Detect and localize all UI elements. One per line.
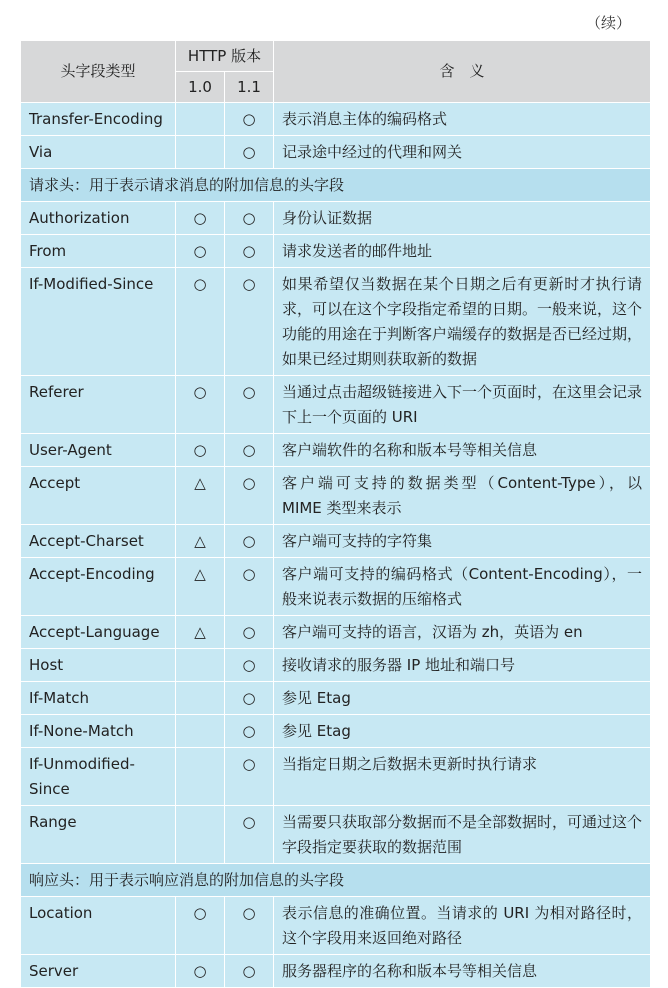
version-1-0-cell: ○ [176, 268, 225, 376]
field-name-cell: Accept-Encoding [21, 558, 176, 616]
table-row [21, 376, 651, 434]
version-1-0-cell: ○ [176, 434, 225, 467]
table-row [21, 748, 651, 806]
description-cell: 当通过点击超级链接进入下一个页面时，在这里会记录下上一个页面的 URI [274, 376, 651, 434]
field-name-cell: Referer [21, 376, 176, 434]
version-1-0-cell [176, 136, 225, 169]
header-meaning [274, 41, 651, 103]
version-1-0-cell [176, 682, 225, 715]
table-row [21, 715, 651, 748]
field-name-cell: If-Modified-Since [21, 268, 176, 376]
section-request-headers: 请求头：用于表示请求消息的附加信息的头字段 [21, 169, 651, 202]
version-1-1-cell: ○ [225, 616, 274, 649]
version-1-1-cell: ○ [225, 682, 274, 715]
version-1-1-cell: ○ [225, 897, 274, 955]
table-row [21, 525, 651, 558]
description-cell: 请求发送者的邮件地址 [274, 235, 651, 268]
table-row [21, 268, 651, 376]
version-1-0-cell [176, 806, 225, 864]
version-1-1-cell: ○ [225, 268, 274, 376]
description-cell: 当需要只获取部分数据而不是全部数据时，可通过这个字段指定要获取的数据范围 [274, 806, 651, 864]
version-1-1-cell: ○ [225, 434, 274, 467]
table-row [21, 616, 651, 649]
version-1-1-cell: ○ [225, 715, 274, 748]
http-header-table [20, 40, 651, 988]
rows-request [21, 202, 651, 864]
table-row [21, 682, 651, 715]
version-1-0-cell: ○ [176, 202, 225, 235]
description-cell: 客户端可支持的字符集 [274, 525, 651, 558]
version-1-0-cell: ○ [176, 897, 225, 955]
description-cell: 参见 Etag [274, 682, 651, 715]
description-cell: 客户端可支持的语言，汉语为 zh，英语为 en [274, 616, 651, 649]
header-http-version: HTTP 版本 [176, 41, 274, 72]
version-1-1-cell: ○ [225, 558, 274, 616]
version-1-1-cell: ○ [225, 748, 274, 806]
version-1-0-cell: ○ [176, 235, 225, 268]
header-version-1-1: 1.1 [225, 72, 274, 103]
description-cell: 如果希望仅当数据在某个日期之后有更新时才执行请求，可以在这个字段指定希望的日期。一般来说，这个功能的用途在于判断客户端缓存的数据是否已经过期，如果已经过期则获取新的数据 [274, 268, 651, 376]
version-1-1-cell: ○ [225, 103, 274, 136]
continued-label: （续） [586, 14, 632, 32]
field-name-cell: Host [21, 649, 176, 682]
description-cell: 表示信息的准确位置。当请求的 URI 为相对路径时，这个字段用来返回绝对路径 [274, 897, 651, 955]
description-cell: 客户端可支持的编码格式（Content-Encoding），一般来说表示数据的压缩格式 [274, 558, 651, 616]
version-1-1-cell: ○ [225, 806, 274, 864]
rows-response [21, 897, 651, 988]
version-1-1-cell: ○ [225, 467, 274, 525]
table-row [21, 235, 651, 268]
description-cell: 身份认证数据 [274, 202, 651, 235]
description-cell: 接收请求的服务器 IP 地址和端口号 [274, 649, 651, 682]
version-1-0-cell: △ [176, 525, 225, 558]
section-response-headers: 响应头：用于表示响应消息的附加信息的头字段 [21, 864, 651, 897]
version-1-1-cell: ○ [225, 136, 274, 169]
version-1-1-cell: ○ [225, 525, 274, 558]
field-name-cell: Via [21, 136, 176, 169]
table-row [21, 806, 651, 864]
table-row [21, 955, 651, 988]
field-name-cell: User-Agent [21, 434, 176, 467]
version-1-0-cell: △ [176, 467, 225, 525]
version-1-0-cell [176, 748, 225, 806]
table-row [21, 897, 651, 955]
version-1-0-cell: ○ [176, 376, 225, 434]
description-cell: 服务器程序的名称和版本号等相关信息 [274, 955, 651, 988]
version-1-0-cell [176, 715, 225, 748]
version-1-0-cell: △ [176, 558, 225, 616]
field-name-cell: If-None-Match [21, 715, 176, 748]
field-name-cell: Transfer-Encoding [21, 103, 176, 136]
version-1-1-cell: ○ [225, 235, 274, 268]
table-row [21, 103, 651, 136]
table-row [21, 136, 651, 169]
table-row [21, 434, 651, 467]
header-version-1-0: 1.0 [176, 72, 225, 103]
description-cell: 参见 Etag [274, 715, 651, 748]
version-1-1-cell: ○ [225, 955, 274, 988]
table-row [21, 558, 651, 616]
header-field-type: 头字段类型 [21, 41, 176, 103]
field-name-cell: If-Match [21, 682, 176, 715]
version-1-0-cell [176, 103, 225, 136]
table-row [21, 649, 651, 682]
field-name-cell: Authorization [21, 202, 176, 235]
field-name-cell: Accept-Language [21, 616, 176, 649]
description-cell: 记录途中经过的代理和网关 [274, 136, 651, 169]
description-cell: 客户端可支持的数据类型（Content-Type），以 MIME 类型来表示 [274, 467, 651, 525]
description-cell: 表示消息主体的编码格式 [274, 103, 651, 136]
rows-general [21, 103, 651, 169]
field-name-cell: From [21, 235, 176, 268]
version-1-1-cell: ○ [225, 376, 274, 434]
field-name-cell: Accept-Charset [21, 525, 176, 558]
description-cell: 当指定日期之后数据未更新时执行请求 [274, 748, 651, 806]
field-name-cell: Range [21, 806, 176, 864]
field-name-cell: Location [21, 897, 176, 955]
version-1-0-cell: △ [176, 616, 225, 649]
field-name-cell: Accept [21, 467, 176, 525]
version-1-1-cell: ○ [225, 649, 274, 682]
table-row [21, 202, 651, 235]
version-1-0-cell [176, 649, 225, 682]
version-1-0-cell: ○ [176, 955, 225, 988]
field-name-cell: Server [21, 955, 176, 988]
header-meaning-text: 含 义 [439, 62, 485, 80]
version-1-1-cell: ○ [225, 202, 274, 235]
table-row [21, 467, 651, 525]
description-cell: 客户端软件的名称和版本号等相关信息 [274, 434, 651, 467]
field-name-cell: If-Unmodified-Since [21, 748, 176, 806]
